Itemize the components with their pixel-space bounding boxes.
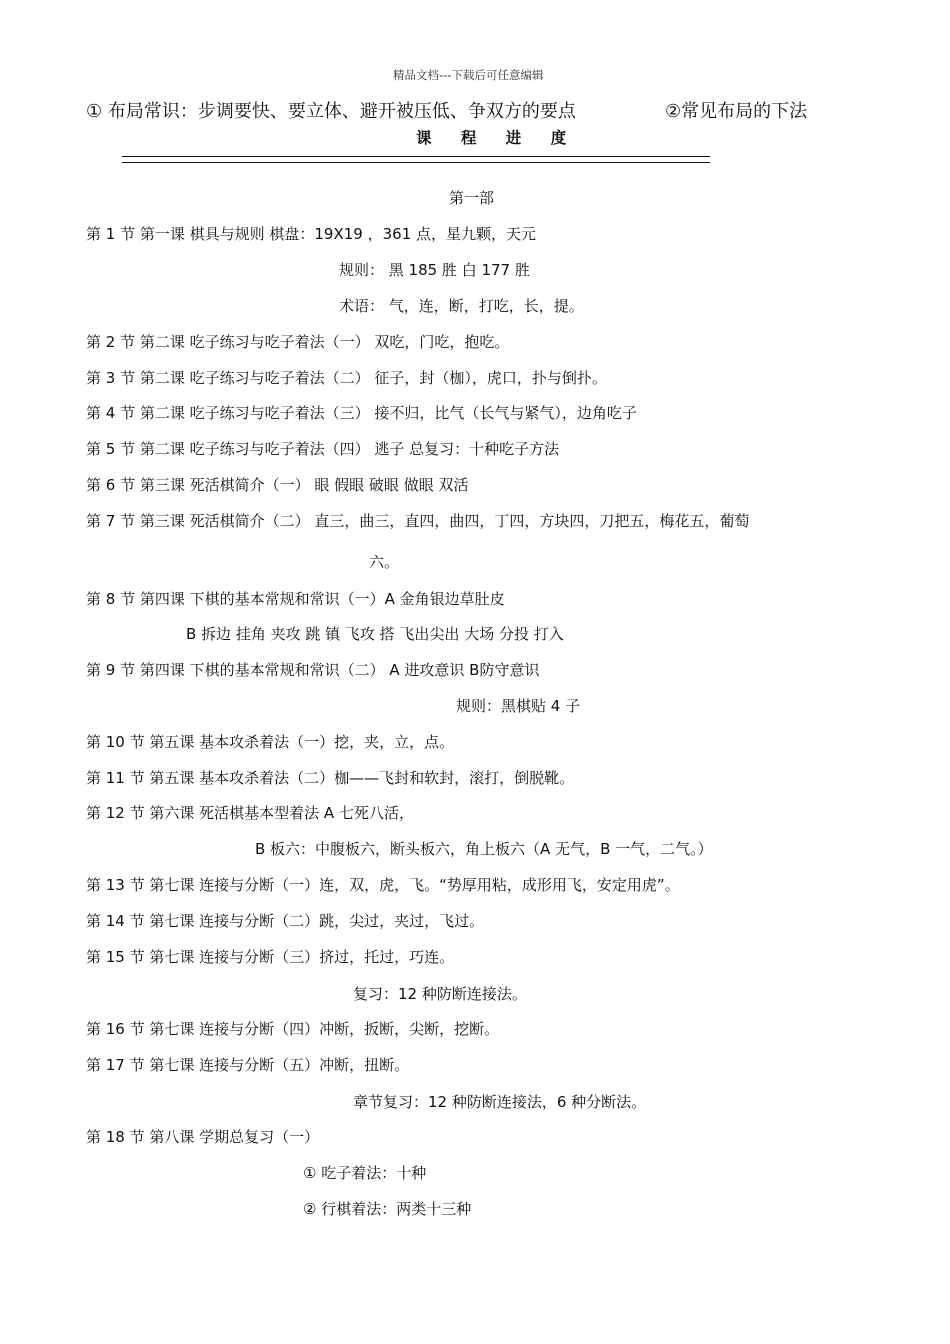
- lesson-line: 第 15 节 第七课 连接与分断（三）挤过，托过，巧连。: [86, 948, 455, 966]
- lesson-detail: 规则： 黑 185 胜 白 177 胜: [339, 261, 530, 279]
- lesson-line: 第 1 节 第一课 棋具与规则 棋盘：19X19 ，361 点，星九颗，天元: [86, 225, 537, 243]
- lesson-line-continuation: 六。: [369, 553, 400, 571]
- lesson-line: 第 7 节 第三课 死活棋简介（二） 直三，曲三，直四，曲四，丁四，方块四，刀把五，梅花五，葡萄: [86, 512, 750, 530]
- lesson-line: 第 5 节 第二课 吃子练习与吃子着法（四） 逃子 总复习：十种吃子方法: [86, 440, 560, 458]
- title-rule-bottom: [122, 162, 710, 163]
- lesson-detail: 复习：12 种防断连接法。: [353, 985, 527, 1003]
- lesson-detail: B 板六：中腹板六，断头板六，角上板六（A 无气，B 一气，二气。）: [255, 840, 713, 858]
- lesson-detail: 规则：黑棋贴 4 子: [456, 697, 581, 715]
- lesson-line: 第 8 节 第四课 下棋的基本常规和常识（一）A 金角银边草肚皮: [86, 590, 505, 608]
- lesson-detail: 术语： 气，连，断，打吃，长，提。: [339, 297, 584, 315]
- lesson-line: 第 6 节 第三课 死活棋简介（一） 眼 假眼 破眼 做眼 双活: [86, 476, 469, 494]
- lesson-line: 第 17 节 第七课 连接与分断（五）冲断，扭断。: [86, 1056, 410, 1074]
- lesson-line: 第 12 节 第六课 死活棋基本型着法 A 七死八活，: [86, 804, 414, 822]
- lesson-line: 第 18 节 第八课 学期总复习（一）: [86, 1128, 320, 1146]
- layout-knowledge-heading: ① 布局常识：步调要快、要立体、避开被压低、争双方的要点: [86, 101, 576, 122]
- lesson-detail: 章节复习：12 种防断连接法，6 种分断法。: [353, 1093, 647, 1111]
- lesson-line: 第 10 节 第五课 基本攻杀着法（一）挖，夹，立，点。: [86, 733, 455, 751]
- lesson-line: 第 4 节 第二课 吃子练习与吃子着法（三） 接不归，比气（长气与紧气），边角吃子: [86, 404, 637, 422]
- title-rule-top: [122, 156, 710, 157]
- review-item: ② 行棋着法：两类十三种: [303, 1200, 472, 1218]
- document-title: 课 程 进 度: [416, 129, 579, 147]
- lesson-line: 第 13 节 第七课 连接与分断（一）连，双，虎，飞。“势厚用粘，成形用飞，安定用虎”。: [86, 876, 680, 894]
- part-heading: 第一部: [449, 189, 495, 207]
- common-layouts-heading: ②常见布局的下法: [665, 101, 808, 122]
- lesson-line: 第 9 节 第四课 下棋的基本常规和常识（二） A 进攻意识 B防守意识: [86, 661, 540, 679]
- lesson-line: 第 2 节 第二课 吃子练习与吃子着法（一） 双吃，门吃，抱吃。: [86, 333, 510, 351]
- lesson-line: 第 14 节 第七课 连接与分断（二）跳，尖过，夹过，飞过。: [86, 912, 485, 930]
- review-item: ① 吃子着法：十种: [303, 1164, 427, 1182]
- lesson-line: 第 11 节 第五课 基本攻杀着法（二）枷——飞封和软封，滚打，倒脱靴。: [86, 769, 575, 787]
- lesson-line: 第 3 节 第二课 吃子练习与吃子着法（二） 征子，封（枷），虎口，扑与倒扑。: [86, 369, 607, 387]
- lesson-line: 第 16 节 第七课 连接与分断（四）冲断，扳断，尖断，挖断。: [86, 1020, 500, 1038]
- page-header: 精品文档---下载后可任意编辑: [393, 68, 544, 82]
- lesson-detail: B 拆边 挂角 夹攻 跳 镇 飞攻 搭 飞出尖出 大场 分投 打入: [186, 625, 564, 643]
